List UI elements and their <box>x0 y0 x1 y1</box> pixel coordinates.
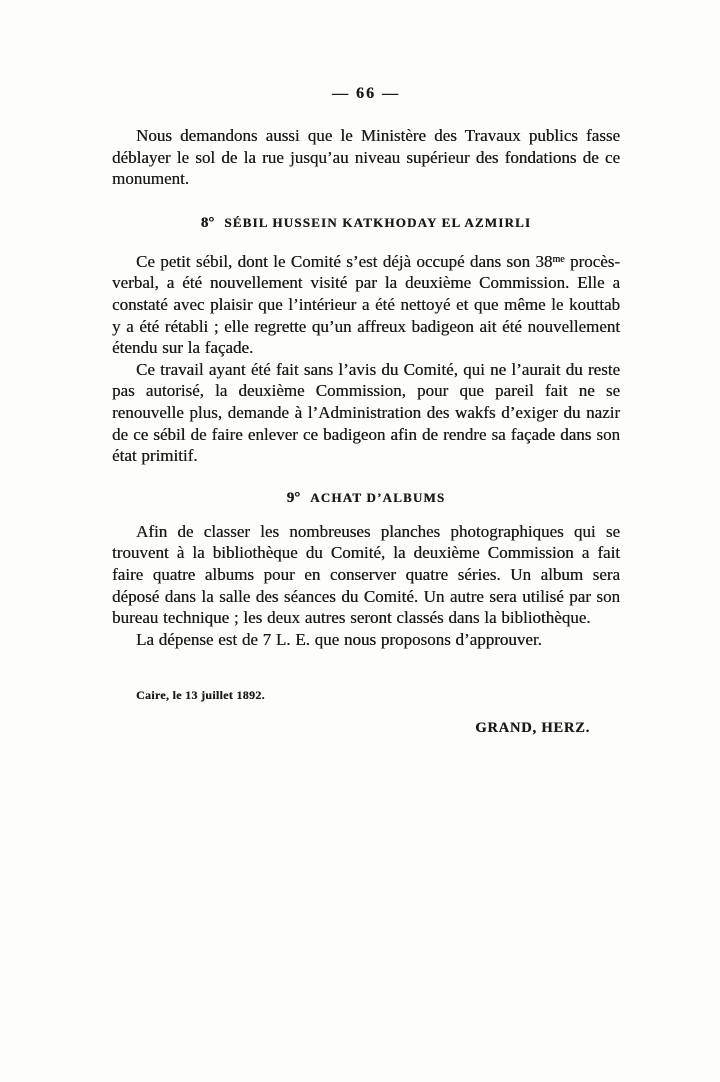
text-column <box>112 0 620 737</box>
section-9-heading <box>112 489 620 507</box>
section-8-heading <box>112 214 620 232</box>
section-8-title: SÉBIL HUSSEIN KATKHODAY EL AZMIRLI <box>224 214 532 230</box>
section-9-number: 9° <box>286 489 301 506</box>
dateline: Caire, le 13 juillet 1892. <box>136 688 265 703</box>
ordinal-superscript: me <box>552 253 565 265</box>
paragraph-sebil-visite-text-start: Ce petit sébil, dont le Comité s’est déjà occupé dans son 38 <box>136 251 553 271</box>
paragraph-albums: Afin de classer les nombreuses planches photographiques qui se trouvent à la bibliothèque du Comité, la deuxième Commission a fait faire quatre albums pour en conserver quatre séries. Un album sera déposé dans la salle des séances du Comité. Un autre sera utilisé par son bureau technique ; les deux autres seront classés dans la bibliothèque. <box>112 521 620 628</box>
signature: GRAND, HERZ. <box>475 720 590 737</box>
paragraph-sebil-badigeon: Ce travail ayant été fait sans l’avis du Comité, qui ne l’aurait du reste pas autorisé, la deuxième Commission, pour que pareil fait ne se renouvelle plus, demande à l’Administration des wakfs d’exiger du nazir de ce sébil de faire enlever ce badigeon afin de rendre sa façade dans son état primitif. <box>112 359 620 466</box>
paragraph-sebil-visite-text-end: procès-verbal, a été nouvellement visité par la deuxième Commission. Elle a constaté avec plaisir que l’intérieur a été nettoyé et que même le kouttab y a été rétabli ; elle regrette qu’un affreux badigeon ait été nouvellement étendu sur la façade. <box>112 251 621 358</box>
paragraph-depense: La dépense est de 7 L. E. que nous proposons d’approuver. <box>136 629 542 649</box>
section-8-number: 8° <box>200 214 215 231</box>
paragraph-travaux-publics: Nous demandons aussi que le Ministère des Travaux publics fasse déblayer le sol de la rue jusqu’au niveau supérieur des fondations de ce monument. <box>112 126 620 189</box>
page-number: — 66 — <box>332 85 400 102</box>
section-9-title: ACHAT D’ALBUMS <box>310 489 446 505</box>
paragraph-sebil-visite <box>112 251 620 359</box>
